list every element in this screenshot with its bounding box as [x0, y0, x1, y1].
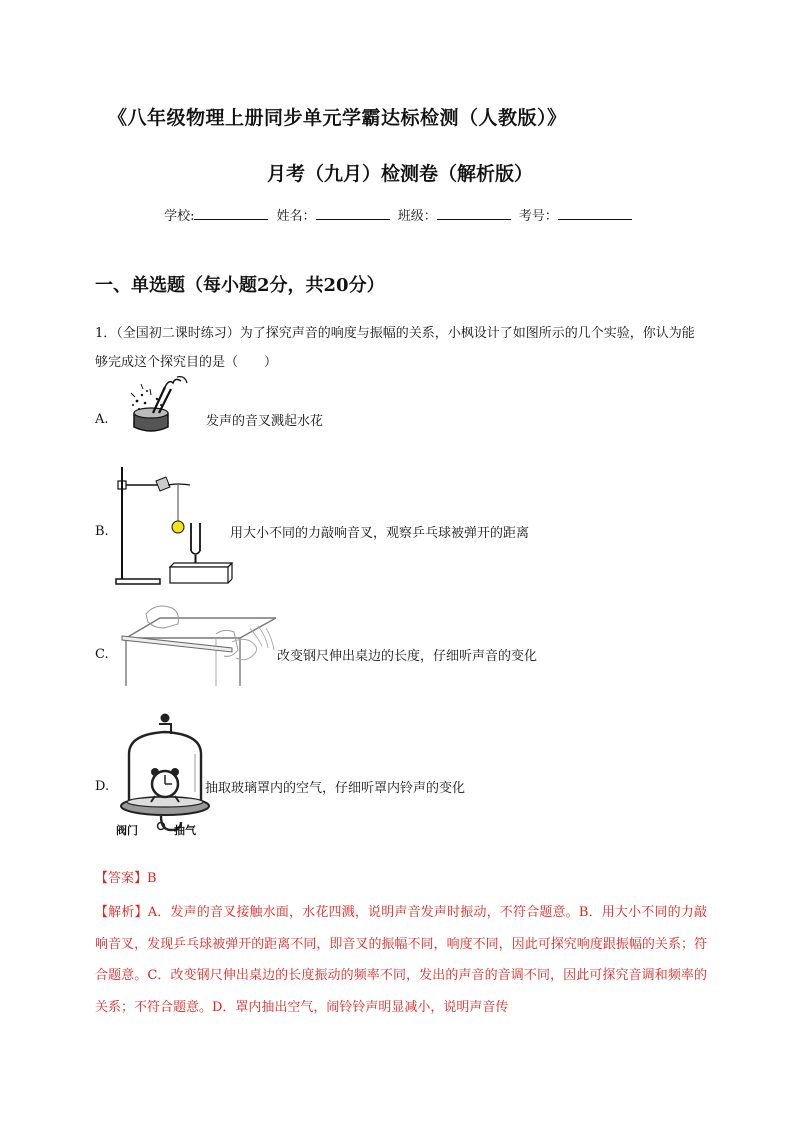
option-d-text: 抽取玻璃罩内的空气，仔细听罩内铃声的变化 — [205, 781, 466, 796]
option-a-letter: A. — [95, 412, 109, 427]
analysis-text: A．发声的音叉接触水面，水花四溅，说明声音发声时振动，不符合题意。B．用大小不同的力敲响音叉，发现乒乓球被弹开的距离不同，即音叉的振幅不同，响度不同，因此可探究响度跟振幅的关系；符合题意。C．改变钢尺伸出桌边的长度振动的频率不同，发出的声音的音调不同，因此可探究音调和频率的关系；不符合题意。D．罩内抽出空气，闹铃铃声明显减小，说明声音传 — [95, 905, 707, 1015]
tuning-fork-water-splash-icon — [123, 375, 203, 439]
question-1-stem: 1．（全国初二课时练习）为了探究声音的响度与振幅的关系，小枫设计了如图所示的几个实验，你认为能够完成这个探究目的是（ ） — [95, 326, 695, 370]
section-title: 一、单选题（每小题2分，共20分） — [95, 275, 385, 296]
tuning-fork-ping-pong-ball-stand-icon — [112, 463, 242, 589]
answer-label: 【答案】 — [95, 871, 148, 886]
option-c-text: 改变钢尺伸出桌边的长度，仔细听声音的变化 — [277, 649, 538, 664]
student-info-row — [0, 205, 800, 224]
answer-line — [95, 867, 157, 886]
school-blank[interactable] — [194, 207, 268, 220]
pump-label: 抽气 — [174, 824, 196, 837]
valve-label: 阀门 — [116, 824, 138, 837]
option-b-letter: B. — [95, 524, 109, 539]
option-b-text: 用大小不同的力敲响音叉，观察乒乓球被弹开的距离 — [230, 526, 530, 541]
school-label: 学校: — [164, 209, 195, 224]
option-d-letter: D. — [95, 779, 110, 794]
exam-number-blank[interactable] — [558, 207, 632, 220]
series-title: 《八年级物理上册同步单元学霸达标检测（人教版）》 — [108, 107, 567, 129]
option-c-letter: C. — [95, 647, 109, 662]
exam-number-label: 考号： — [518, 209, 558, 224]
name-label: 姓名： — [276, 209, 316, 224]
steel-ruler-on-table-edge-icon — [120, 598, 280, 688]
analysis-label: 【解析】 — [95, 905, 148, 920]
class-label: 班级： — [397, 209, 437, 224]
name-blank[interactable] — [316, 207, 390, 220]
class-blank[interactable] — [437, 207, 511, 220]
option-a-text: 发声的音叉溅起水花 — [206, 414, 324, 429]
paper-title: 月考（九月）检测卷（解析版） — [266, 163, 533, 185]
answer-value: B — [147, 871, 157, 886]
analysis-block — [95, 897, 707, 1023]
